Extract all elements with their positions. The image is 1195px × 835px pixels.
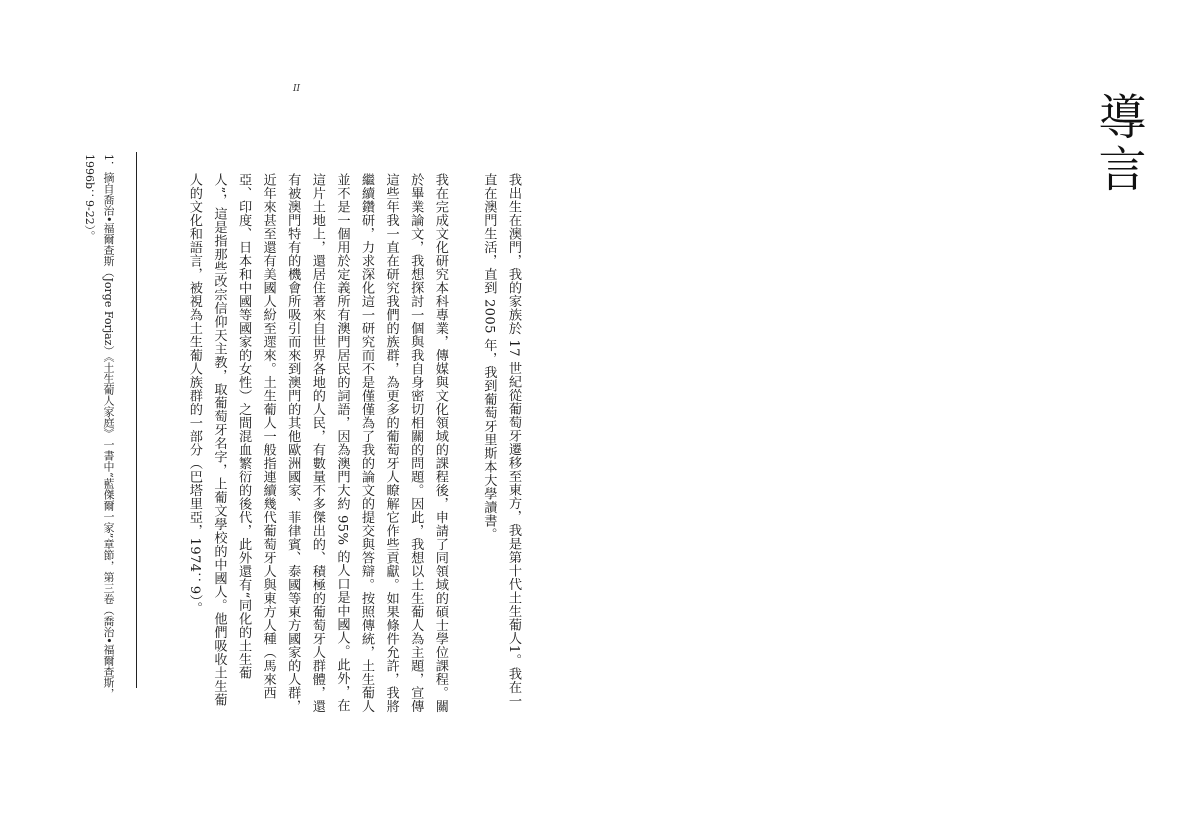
chapter-title: 導言 xyxy=(1090,92,1146,196)
paragraph: 我出生在澳門，我的家族於 17 世紀從葡萄牙遷移至東方，我是第十代土生葡人1。我在一直在澳門生活，直到 2005 年，我到葡萄牙里斯本大學讀書。 xyxy=(481,173,521,708)
footnote: 1．摘自喬治•福爾查斯（Jorge Forjaz）《土生葡人家庭》一書中“藍傑爾一家”章節，第三卷（喬治•福爾查斯，1996b：9-22）。 xyxy=(83,154,115,699)
page-number: II xyxy=(293,84,301,94)
paragraph: 我在完成文化研究本科專業，傳媒與文化領域的課程後，申請了同領域的碩士學位課程。關於畢業論文，我想探討一個與我自身密切相關的問題。因此，我想以土生葡人為主題，宣傳這些年我一直在研究我們的族群，為更多的葡萄牙人瞭解它作些貢獻。如果條件允許，我將繼續鑽研，力求深化這一研究而不是僅僅為了我的論文的提交與答辯。按照傳統，土生葡人並不是一個用於定義所有澳門居民的詞語，因為澳門大約 95% 的人口是中國人。此外，在這片土地上，還居住著來自世界各地的人民，有數量不多傑出的、積極的葡萄牙人群體，還有被澳門特有的機會所吸引而來到澳門的其他歐洲國家、菲律賓、泰國等東方國家的人群，近年來甚至還有美國人紛至遝來。土生葡人一般指連續幾代葡萄牙人與東方人種（馬來西亞、印度、日本和中國等國家的女性）之間混血繁衍的後代，此外還有“同化的土生葡人”，這是指那些改宗信仰天主教，取葡萄牙名字，上葡文學校的中國人。他們吸收土生葡人的文化和語言，被視為土生葡人族群的一部分（巴塔里亞，1974：9）。 xyxy=(186,173,448,713)
body-text xyxy=(181,173,525,713)
footnote-divider xyxy=(136,152,137,688)
